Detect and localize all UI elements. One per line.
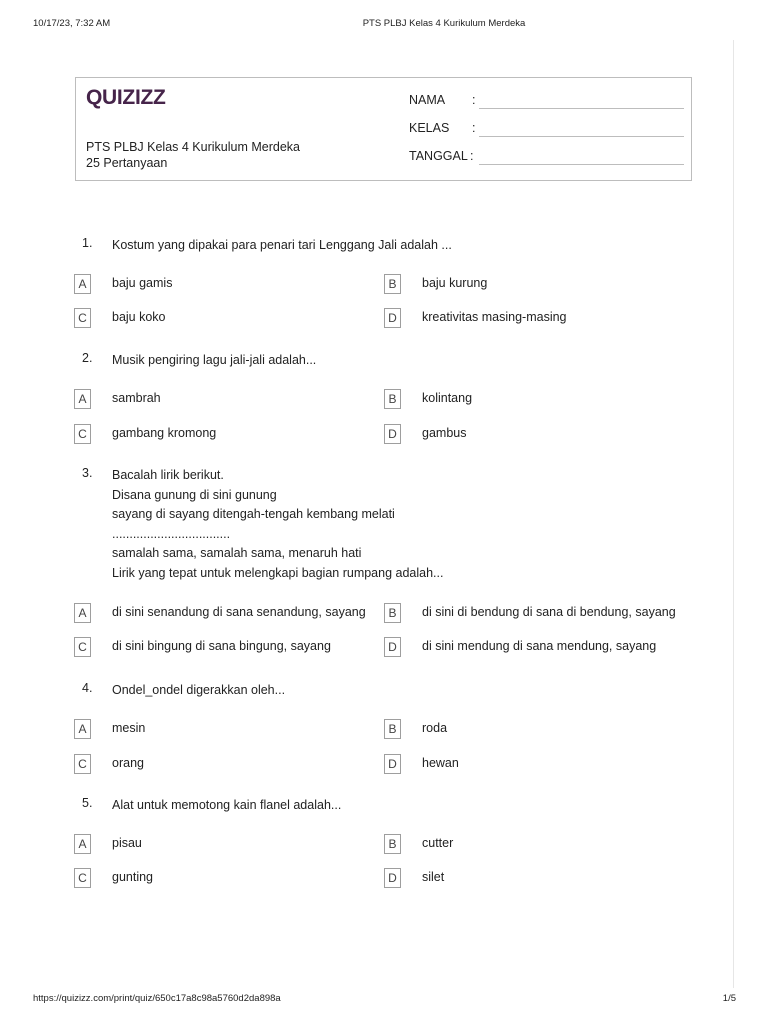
question-count: 25 Pertanyaan	[86, 156, 168, 170]
option-text: roda	[422, 721, 448, 735]
option-letter-box: D	[384, 424, 401, 444]
option-letter-box: A	[74, 274, 91, 294]
question-number: 5.	[82, 796, 93, 810]
quiz-title: PTS PLBJ Kelas 4 Kurikulum Merdeka	[86, 140, 300, 154]
question-text	[112, 466, 672, 583]
option-letter-box: D	[384, 637, 401, 657]
question-text	[112, 796, 672, 816]
question-line: Kostum yang dipakai para penari tari Lenggang Jali adalah ...	[112, 238, 452, 252]
option-text: kolintang	[422, 391, 473, 405]
print-header	[0, 18, 768, 32]
option-letter-box: A	[74, 719, 91, 739]
option-text: mesin	[112, 721, 146, 735]
option-letter-box: B	[384, 834, 401, 854]
question-line: ..................................	[112, 526, 231, 541]
question-text	[112, 681, 672, 701]
question-line: Lirik yang tepat untuk melengkapi bagian rumpang adalah...	[112, 565, 444, 580]
option-letter-box: A	[74, 834, 91, 854]
print-doc-title: PTS PLBJ Kelas 4 Kurikulum Merdeka	[362, 18, 526, 29]
option-text: kreativitas masing-masing	[422, 310, 567, 324]
option-text: hewan	[422, 756, 459, 770]
print-url: https://quizizz.com/print/quiz/650c17a8c98a5760d2da898a	[33, 993, 281, 1004]
name-blank-line	[479, 108, 684, 109]
name-label: NAMA	[409, 93, 446, 107]
date-label: TANGGAL	[409, 149, 468, 163]
date-colon: :	[470, 149, 474, 163]
name-colon: :	[472, 93, 476, 107]
question-line: Bacalah lirik berikut.	[112, 468, 224, 482]
page-edge-divider	[733, 40, 734, 988]
option-text: gambang kromong	[112, 426, 217, 440]
question-text	[112, 236, 672, 256]
question-number: 2.	[82, 351, 93, 365]
option-letter-box: C	[74, 637, 91, 657]
page-number: 1/5	[722, 993, 736, 1004]
question-text	[112, 351, 672, 371]
option-text: gunting	[112, 870, 154, 884]
question-line: Musik pengiring lagu jali-jali adalah...	[112, 353, 317, 367]
option-letter-box: C	[74, 308, 91, 328]
option-letter-box: B	[384, 719, 401, 739]
print-footer	[0, 993, 768, 1007]
option-text: pisau	[112, 836, 142, 850]
option-letter-box: C	[74, 868, 91, 888]
option-text: di sini di bendung di sana di bendung, sayang	[422, 605, 676, 619]
question-number: 3.	[82, 466, 93, 480]
option-letter-box: B	[384, 274, 401, 294]
quiz-header-box	[75, 77, 692, 181]
option-letter-box: D	[384, 868, 401, 888]
option-letter-box: B	[384, 603, 401, 623]
print-datetime: 10/17/23, 7:32 AM	[33, 18, 111, 29]
option-letter-box: A	[74, 603, 91, 623]
option-text: di sini senandung di sana senandung, sayang	[112, 605, 366, 619]
option-text: baju koko	[112, 310, 166, 324]
option-letter-box: D	[384, 308, 401, 328]
option-text: silet	[422, 870, 445, 884]
question-number: 1.	[82, 236, 93, 250]
question-line: sayang di sayang ditengah-tengah kembang melati	[112, 507, 395, 521]
option-text: baju kurung	[422, 276, 488, 290]
option-text: baju gamis	[112, 276, 173, 290]
option-text: sambrah	[112, 391, 161, 405]
class-blank-line	[479, 136, 684, 137]
option-text: gambus	[422, 426, 467, 440]
quizizz-logo: QUIZIZZ	[86, 86, 166, 109]
question-line: samalah sama, samalah sama, menaruh hati	[112, 546, 362, 560]
question-line: Alat untuk memotong kain flanel adalah...	[112, 798, 342, 812]
option-letter-box: B	[384, 389, 401, 409]
question-line: Disana gunung di sini gunung	[112, 487, 277, 502]
option-text: di sini bingung di sana bingung, sayang	[112, 639, 331, 653]
class-label: KELAS	[409, 121, 450, 135]
option-text: cutter	[422, 836, 454, 850]
option-letter-box: D	[384, 754, 401, 774]
option-text: di sini mendung di sana mendung, sayang	[422, 639, 657, 653]
question-number: 4.	[82, 681, 93, 695]
option-letter-box: A	[74, 389, 91, 409]
date-blank-line	[479, 164, 684, 165]
class-colon: :	[472, 121, 476, 135]
question-line: Ondel_ondel digerakkan oleh...	[112, 683, 286, 697]
option-letter-box: C	[74, 754, 91, 774]
option-text: orang	[112, 756, 144, 770]
option-letter-box: C	[74, 424, 91, 444]
